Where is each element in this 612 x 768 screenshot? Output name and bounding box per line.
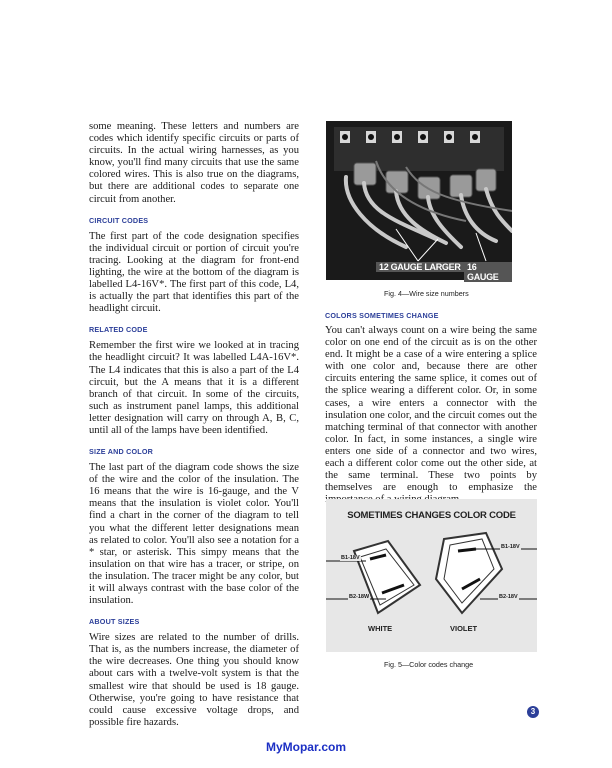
intro-paragraph: some meaning. These letters and numbers are codes which identify specific circuits or parts of circuits. In the actual wiring harnesses, as you know, you'll find many circuits that use the same colored wires. This is also true on the diagrams, but there are additional codes to separate one circuit from another. — [89, 121, 299, 205]
colors-sometimes-change-paragraph: You can't always count on a wire being the same color on one end of the circuit as is on the other end. It might be a case of a wire entering a splice with one color and, because there are other circuits entering the same splice, it comes out of the splice wearing a different color. Or, in some cases, a wire enters a connector with the insulation one color, and the circuit comes out the matching terminal of that connector with another color. In fact, in some instances, a single wire enters one side of a connector and two wires, each a different color come out the other side, at the same terminal. These two points by themselves are enough to emphasize the — [325, 325, 537, 494]
related-code-paragraph: Remember the first wire we looked at in tracing the headlight circuit? It was labelled L4A-16V*. The L4 indicates that this is also a part of the L4 circuit, but the A means that it is a different branch of that circuit. In some of the circuits, such as instrument panel lamps, this additional letter designation will carry on through A, B, C, until all of the lamps have been identified. — [89, 340, 299, 436]
connector-diagram — [326, 499, 537, 652]
right-column — [325, 311, 537, 506]
label-12-gauge-larger: 12 GAUGE LARGER — [376, 262, 464, 272]
size-and-color-heading: SIZE AND COLOR — [89, 447, 154, 457]
about-sizes-paragraph: Wire sizes are related to the number of drills. That is, as the numbers increase, the diameter of the wire decreases. One thing you should know about cars with a twelve-volt system is that the smallest wire that should be used is 18 gauge. Otherwise, you're going to have resistance that could cause excessive voltage drops, and possible fire hazards. — [89, 632, 299, 728]
white-connector-shape — [354, 541, 420, 613]
about-sizes-heading: ABOUT SIZES — [89, 617, 140, 627]
colors-sometimes-change-heading: COLORS SOMETIMES CHANGE — [325, 311, 439, 320]
left-column — [89, 121, 299, 729]
figure-5-caption: Fig. 5—Color codes change — [384, 660, 474, 669]
page-number: 3 — [527, 706, 539, 718]
wire-label-b2-18w-left: B2-18W — [349, 594, 370, 600]
related-code-heading: RELATED CODE — [89, 325, 148, 335]
wire-label-b1-18v-left: B1-18V — [341, 555, 360, 561]
wire-label-b2-18v-right: B2-18V — [499, 594, 518, 600]
connector-label-white: WHITE — [368, 624, 393, 633]
wire-harness-illustration — [326, 121, 512, 280]
circuit-codes-heading: CIRCUIT CODES — [89, 215, 149, 225]
diagram-title: SOMETIMES CHANGES COLOR CODE — [347, 510, 516, 521]
wire-size-photo — [326, 121, 512, 280]
size-and-color-paragraph: The last part of the diagram code shows the size of the wire and the color of the insulation. The 16 means that the wire is 16-gauge, and the V means that the insulation is violet color. You'll find a chart in the corner of the diagram to tell you what the different letter designations mean as related to color. You'll also see a notation for a * star, or asterisk. This simpy means that the insulation on that wire has a tracer, or stripe, on the insulation. The tracer might be any color, but it will always contrast with the base color of the insulation. — [89, 462, 299, 607]
footer-site-link[interactable]: MyMopar.com — [265, 740, 346, 754]
label-16-gauge: 16 GAUGE — [464, 262, 512, 282]
color-code-diagram — [326, 499, 537, 652]
circuit-codes-paragraph: The first part of the code designation specifies the individual circuit or portion of circuit you're tracing. Looking at the diagram for front-end lighting, the wire at the bottom of the diagram is labelled L4-16V*. The first part of this code, L4, is actually the part that identifies this part of the headlight circuit. — [89, 230, 299, 315]
connector-label-violet: VIOLET — [450, 624, 478, 633]
wire-label-b1-18v-right: B1-18V — [501, 544, 520, 550]
violet-connector-shape — [436, 533, 502, 613]
figure-4-caption: Fig. 4—Wire size numbers — [384, 289, 469, 298]
